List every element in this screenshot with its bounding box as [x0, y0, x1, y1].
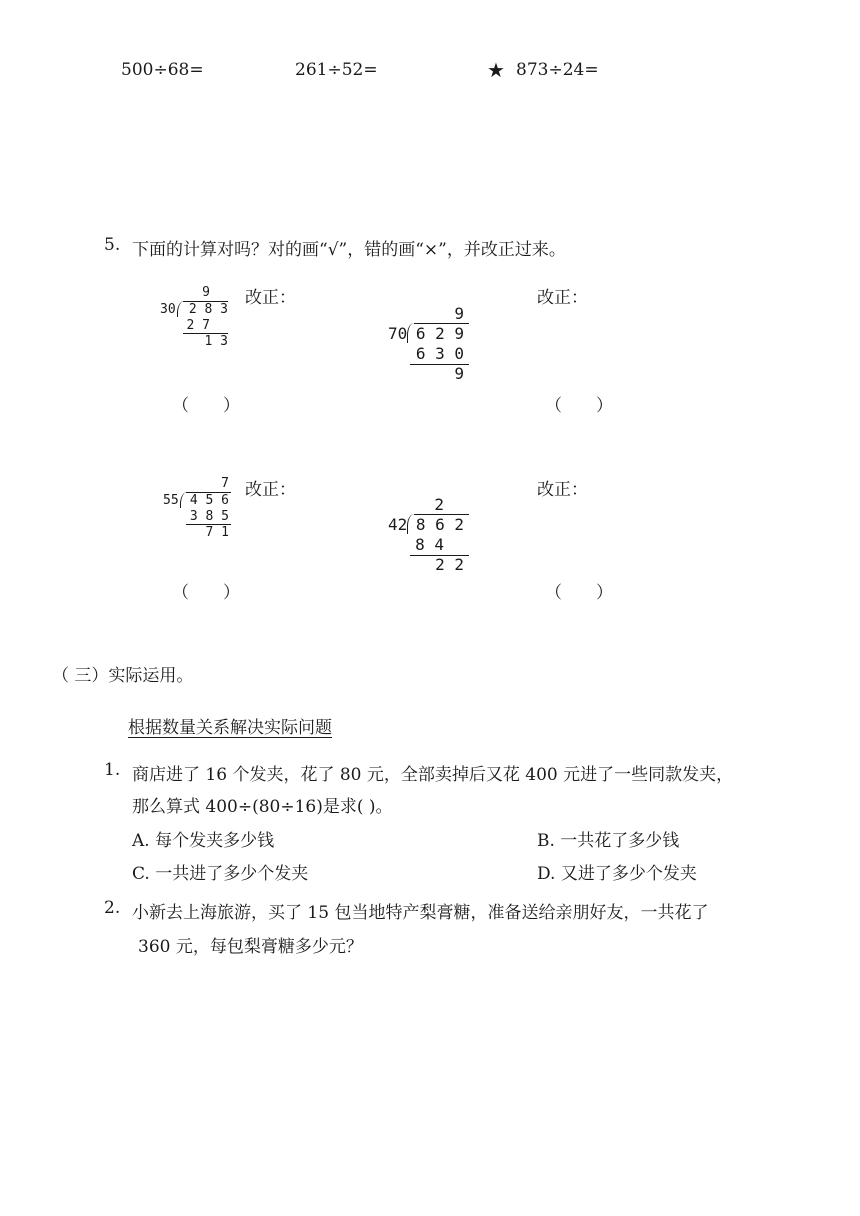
long-division-4 — [388, 496, 473, 576]
q1-option-a[interactable]: A. 每个发夹多少钱 — [132, 831, 275, 851]
division-divisor: 55 — [163, 493, 179, 508]
division-bracket — [180, 492, 187, 508]
correction-label-1: 改正： — [245, 288, 296, 308]
answer-paren-3[interactable]: （ ） — [172, 583, 240, 603]
division-bracket — [407, 514, 414, 534]
q1-line2: 那么算式 400÷(80÷16)是求( )。 — [132, 797, 393, 817]
problem-261-div-52: 261÷52= — [295, 60, 378, 80]
q1-option-c[interactable]: C. 一共进了多少个发夹 — [132, 864, 309, 884]
section-subtitle: 根据数量关系解决实际问题 — [128, 718, 332, 738]
division-quotient: 7 — [221, 476, 229, 491]
answer-paren-1[interactable]: （ ） — [172, 396, 240, 416]
long-division-2 — [388, 305, 473, 385]
section-title: （ 三）实际运用。 — [52, 666, 194, 686]
division-divisor: 42 — [388, 515, 408, 534]
q1-line1: 商店进了 16 个发夹，花了 80 元，全部卖掉后又花 400 元进了一些同款发夹， — [132, 765, 734, 785]
q2-line1: 小新去上海旅游，买了 15 包当地特产梨膏糖，准备送给亲朋好友，一共花了 — [132, 903, 709, 923]
q1-option-b[interactable]: B. 一共花了多少钱 — [537, 831, 680, 851]
q1-number: 1. — [104, 760, 121, 780]
correction-label-4: 改正： — [537, 480, 588, 500]
division-remainder: 7 1 — [205, 525, 229, 540]
division-product: 2 7 — [186, 318, 210, 333]
division-bracket — [177, 301, 184, 317]
answer-paren-2[interactable]: （ ） — [545, 396, 613, 416]
answer-paren-4[interactable]: （ ） — [545, 583, 613, 603]
star-icon: ★ — [487, 58, 505, 82]
division-divisor: 70 — [388, 324, 408, 343]
division-divisor: 30 — [160, 302, 176, 317]
division-quotient: 9 — [202, 285, 210, 300]
q5-number: 5. — [104, 235, 121, 255]
q5-text: 下面的计算对吗？对的画“√”，错的画“×”，并改正过来。 — [132, 240, 566, 260]
q1-option-d[interactable]: D. 又进了多少个发夹 — [537, 864, 697, 884]
long-division-1 — [160, 285, 232, 355]
division-product: 8 4 — [415, 535, 444, 554]
division-quotient: 9 — [454, 304, 464, 323]
q2-line2: 360 元，每包梨膏糖多少元？ — [138, 937, 363, 957]
division-product: 6 3 0 — [415, 344, 464, 363]
correction-label-3: 改正： — [245, 480, 296, 500]
division-quotient: 2 — [434, 495, 444, 514]
division-remainder: 2 2 — [435, 555, 464, 574]
division-product: 3 8 5 — [189, 509, 229, 524]
division-remainder: 1 3 — [204, 334, 228, 349]
q2-number: 2. — [104, 898, 121, 918]
division-bracket — [407, 323, 414, 343]
division-dividend: 6 2 9 — [415, 324, 464, 343]
correction-label-2: 改正： — [537, 288, 588, 308]
division-remainder: 9 — [454, 364, 464, 383]
problem-873-div-24: 873÷24= — [516, 60, 599, 80]
long-division-3 — [163, 476, 235, 546]
division-dividend: 4 5 6 — [189, 493, 229, 508]
problem-500-div-68: 500÷68= — [121, 60, 204, 80]
division-dividend: 2 8 3 — [188, 302, 228, 317]
division-dividend: 8 6 2 — [415, 515, 464, 534]
